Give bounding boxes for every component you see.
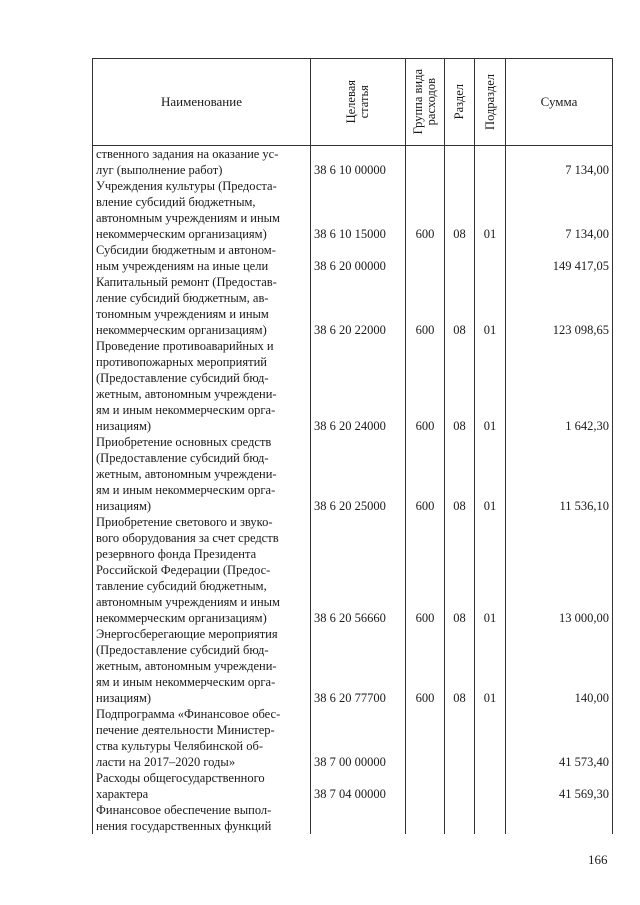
row-name-line: противопожарных мероприятий xyxy=(96,355,267,369)
row-name-line: (Предоставление субсидий бюд- xyxy=(96,643,269,657)
row-sum: 140,00 xyxy=(506,626,613,706)
row-target-article: 38 7 04 00000 xyxy=(311,770,406,802)
row-section xyxy=(445,770,475,802)
row-subsection: 01 xyxy=(475,178,506,242)
row-sum: 13 000,00 xyxy=(506,514,613,626)
row-name-line: ным учреждениям на иные цели xyxy=(96,259,269,273)
row-name xyxy=(93,146,311,179)
row-name-line: вого оборудования за счет средств xyxy=(96,531,279,545)
row-target-article: 38 6 20 22000 xyxy=(311,274,406,338)
row-target-article xyxy=(311,802,406,834)
table-row xyxy=(93,146,613,179)
row-name-line: ям и иным некоммерческим орга- xyxy=(96,675,276,689)
row-name-line: автономным учреждениям и иным xyxy=(96,211,280,225)
budget-table xyxy=(92,58,613,834)
row-name-line: вление субсидий бюджетным, xyxy=(96,195,256,209)
row-name-line: Подпрограмма «Финансовое обес- xyxy=(96,707,281,721)
row-name-line: низациям) xyxy=(96,419,152,433)
header-name: Наименование xyxy=(93,59,311,146)
row-expense-group xyxy=(406,802,445,834)
row-sum xyxy=(506,802,613,834)
row-section: 08 xyxy=(445,514,475,626)
row-name xyxy=(93,802,311,834)
row-expense-group xyxy=(406,770,445,802)
row-name-line: Российской Федерации (Предос- xyxy=(96,563,271,577)
header-group-line2: расходов xyxy=(424,78,438,126)
row-name-line: (Предоставление субсидий бюд- xyxy=(96,371,269,385)
row-expense-group xyxy=(406,242,445,274)
table-row xyxy=(93,770,613,802)
row-section: 08 xyxy=(445,274,475,338)
row-sum: 11 536,10 xyxy=(506,434,613,514)
row-section xyxy=(445,146,475,179)
row-subsection xyxy=(475,706,506,770)
row-target-article: 38 6 20 00000 xyxy=(311,242,406,274)
row-name-line: некоммерческим организациям) xyxy=(96,611,267,625)
row-name-line: некоммерческим организациям) xyxy=(96,323,267,337)
row-name xyxy=(93,706,311,770)
table-row xyxy=(93,178,613,242)
row-subsection: 01 xyxy=(475,274,506,338)
row-sum: 41 569,30 xyxy=(506,770,613,802)
row-name xyxy=(93,514,311,626)
row-name-line: характера xyxy=(96,787,149,801)
row-target-article: 38 6 10 00000 xyxy=(311,146,406,179)
row-name xyxy=(93,338,311,434)
row-expense-group: 600 xyxy=(406,514,445,626)
row-name-line: ям и иным некоммерческим орга- xyxy=(96,483,276,497)
row-name-line: ства культуры Челябинской об- xyxy=(96,739,264,753)
row-name xyxy=(93,178,311,242)
row-sum: 7 134,00 xyxy=(506,178,613,242)
row-subsection xyxy=(475,242,506,274)
row-name-line: низациям) xyxy=(96,499,152,513)
row-subsection: 01 xyxy=(475,626,506,706)
row-section: 08 xyxy=(445,338,475,434)
row-name-line: Энергосберегающие мероприятия xyxy=(96,627,278,641)
row-name-line: луг (выполнение работ) xyxy=(96,163,223,177)
table-row xyxy=(93,706,613,770)
table-row xyxy=(93,338,613,434)
row-name-line: автономным учреждениям и иным xyxy=(96,595,280,609)
table-header-row xyxy=(93,59,613,146)
row-name-line: Капитальный ремонт (Предостав- xyxy=(96,275,277,289)
page-number: 166 xyxy=(588,852,608,867)
row-name-line: нения государственных функций xyxy=(96,819,272,833)
row-subsection xyxy=(475,770,506,802)
row-expense-group xyxy=(406,706,445,770)
row-section xyxy=(445,802,475,834)
row-name xyxy=(93,434,311,514)
row-name-line: некоммерческим организациям) xyxy=(96,227,267,241)
row-name xyxy=(93,242,311,274)
table-row xyxy=(93,626,613,706)
row-expense-group: 600 xyxy=(406,274,445,338)
row-expense-group: 600 xyxy=(406,626,445,706)
row-section: 08 xyxy=(445,626,475,706)
row-target-article: 38 6 20 77700 xyxy=(311,626,406,706)
header-sum: Сумма xyxy=(506,59,613,146)
header-code-line2: статья xyxy=(357,85,371,119)
row-name-line: тономным учреждениям и иным xyxy=(96,307,269,321)
row-target-article: 38 7 00 00000 xyxy=(311,706,406,770)
row-name-line: Приобретение основных средств xyxy=(96,435,272,449)
row-name-line: Учреждения культуры (Предоста- xyxy=(96,179,277,193)
row-section xyxy=(445,706,475,770)
row-subsection xyxy=(475,802,506,834)
row-target-article: 38 6 10 15000 xyxy=(311,178,406,242)
row-name xyxy=(93,626,311,706)
table-row xyxy=(93,242,613,274)
row-expense-group xyxy=(406,146,445,179)
row-sum: 149 417,05 xyxy=(506,242,613,274)
table-row xyxy=(93,274,613,338)
row-subsection: 01 xyxy=(475,338,506,434)
row-name-line: печение деятельности Министер- xyxy=(96,723,275,737)
header-subsection: Подраздел xyxy=(475,59,506,146)
header-code-line1: Целевая xyxy=(344,80,358,124)
row-expense-group: 600 xyxy=(406,338,445,434)
row-name xyxy=(93,274,311,338)
row-name-line: жетным, автономным учреждени- xyxy=(96,659,277,673)
row-name-line: тавление субсидий бюджетным, xyxy=(96,579,267,593)
row-sum: 1 642,30 xyxy=(506,338,613,434)
row-name-line: низациям) xyxy=(96,691,152,705)
row-name-line: жетным, автономным учреждени- xyxy=(96,467,277,481)
row-target-article: 38 6 20 25000 xyxy=(311,434,406,514)
row-subsection: 01 xyxy=(475,434,506,514)
row-name-line: Приобретение светового и звуко- xyxy=(96,515,273,529)
row-section: 08 xyxy=(445,178,475,242)
row-section xyxy=(445,242,475,274)
header-target-article xyxy=(311,59,406,146)
row-expense-group: 600 xyxy=(406,178,445,242)
row-name-line: Расходы общегосударственного xyxy=(96,771,265,785)
row-name-line: ям и иным некоммерческим орга- xyxy=(96,403,276,417)
header-section: Раздел xyxy=(445,59,475,146)
row-section: 08 xyxy=(445,434,475,514)
row-name-line: ласти на 2017–2020 годы» xyxy=(96,755,236,769)
table-row xyxy=(93,434,613,514)
row-name-line: резервного фонда Президента xyxy=(96,547,257,561)
row-expense-group: 600 xyxy=(406,434,445,514)
header-group-line1: Группа вида xyxy=(411,69,425,135)
row-target-article: 38 6 20 56660 xyxy=(311,514,406,626)
header-expense-group xyxy=(406,59,445,146)
row-subsection xyxy=(475,146,506,179)
row-name-line: Субсидии бюджетным и автоном- xyxy=(96,243,276,257)
row-name-line: ственного задания на оказание ус- xyxy=(96,147,279,161)
row-name-line: Проведение противоаварийных и xyxy=(96,339,274,353)
row-name-line: ление субсидий бюджетным, ав- xyxy=(96,291,269,305)
table-row xyxy=(93,514,613,626)
row-sum: 41 573,40 xyxy=(506,706,613,770)
row-sum: 123 098,65 xyxy=(506,274,613,338)
row-sum: 7 134,00 xyxy=(506,146,613,179)
table-row xyxy=(93,802,613,834)
row-subsection: 01 xyxy=(475,514,506,626)
row-name-line: Финансовое обеспечение выпол- xyxy=(96,803,272,817)
row-target-article: 38 6 20 24000 xyxy=(311,338,406,434)
row-name xyxy=(93,770,311,802)
row-name-line: жетным, автономным учреждени- xyxy=(96,387,277,401)
row-name-line: (Предоставление субсидий бюд- xyxy=(96,451,269,465)
